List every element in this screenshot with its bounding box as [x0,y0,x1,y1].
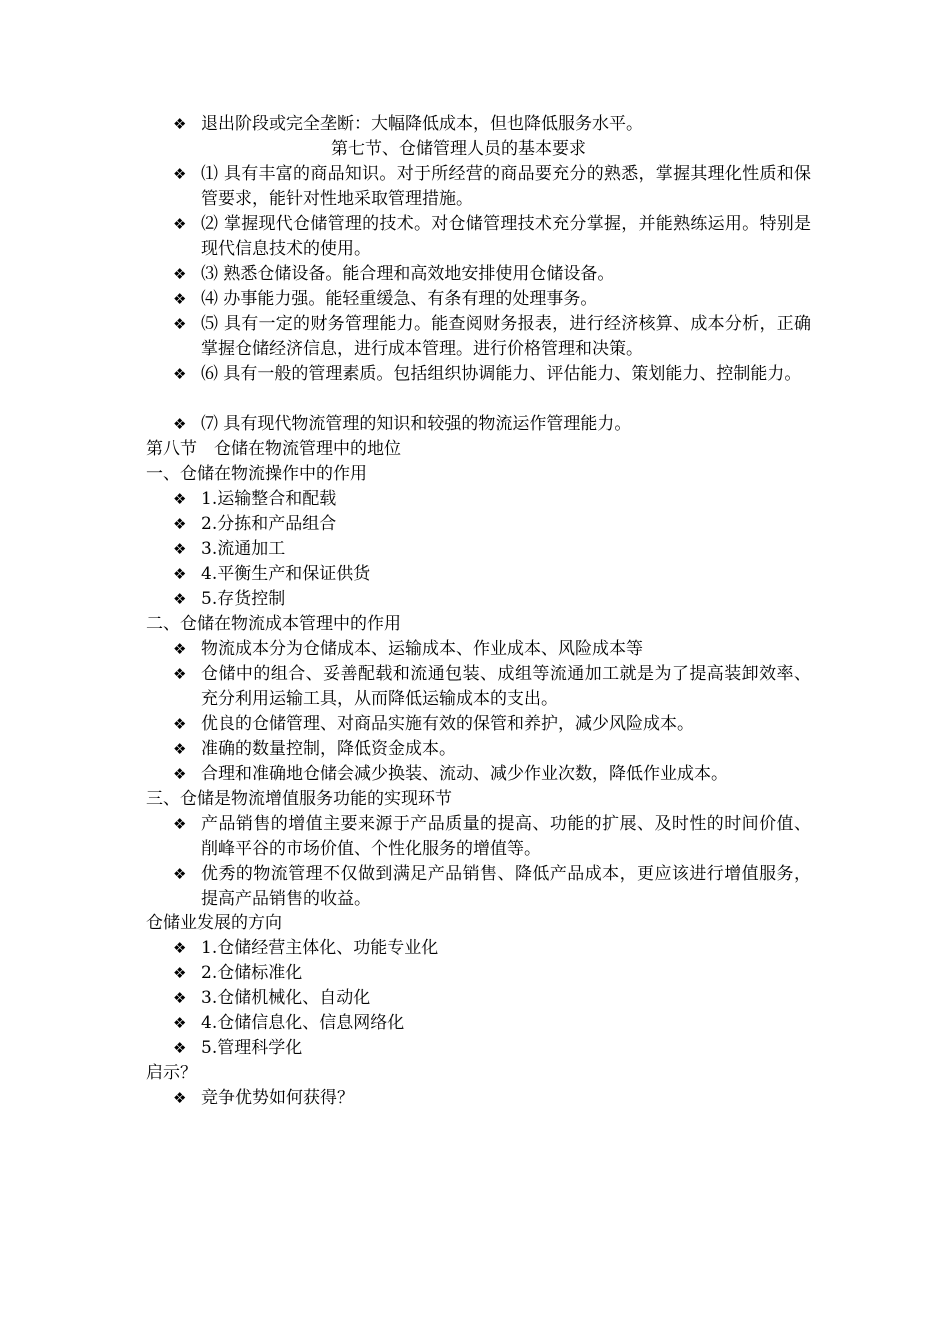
list-item: ❖ 优良的仓储管理、对商品实施有效的保管和养护，减少风险成本。 [173,712,813,737]
subsection-title: 三、仓储是物流增值服务功能的实现环节 [146,789,452,809]
list-item: ❖ ⑺ 具有现代物流管理的知识和较强的物流运作管理能力。 [173,412,813,437]
section-title: 仓储业发展的方向 [146,913,282,933]
diamond-bullet-icon: ❖ [173,540,187,558]
list-item: ❖ 4.平衡生产和保证供货 [173,562,813,587]
diamond-bullet-icon: ❖ [173,415,187,433]
diamond-bullet-icon: ❖ [173,265,187,283]
diamond-bullet-icon: ❖ [173,765,187,783]
list-item: ❖ 4.仓储信息化、信息网络化 [173,1011,813,1036]
diamond-bullet-icon: ❖ [173,715,187,733]
list-item: ❖ 1.运输整合和配载 [173,487,813,512]
diamond-bullet-icon: ❖ [173,215,187,233]
diamond-bullet-icon: ❖ [173,290,187,308]
diamond-bullet-icon: ❖ [173,590,187,608]
diamond-bullet-icon: ❖ [173,989,187,1007]
list-item: ❖ 3.流通加工 [173,537,813,562]
section-title: 第七节、仓储管理人员的基本要求 [331,139,586,159]
list-item: ❖ 准确的数量控制，降低资金成本。 [173,737,813,762]
list-item: ❖ ⑸ 具有一定的财务管理能力。能查阅财务报表，进行经济核算、成本分析，正确掌握仓储经济信息，进行成本管理。进行价格管理和决策。 [173,314,811,359]
list-item: ❖ 退出阶段或完全垄断：大幅降低成本，但也降低服务水平。 [173,112,813,137]
list-item: ❖ 优秀的物流管理不仅做到满足产品销售、降低产品成本，更应该进行增值服务，提高产品销售的收益。 [173,864,811,909]
diamond-bullet-icon: ❖ [173,565,187,583]
diamond-bullet-icon: ❖ [173,640,187,658]
list-item: ❖ 竞争优势如何获得？ [173,1086,813,1111]
list-item: ❖ 仓储中的组合、妥善配载和流通包装、成组等流通加工就是为了提高装卸效率、充分利用运输工具，从而降低运输成本的支出。 [173,664,811,709]
diamond-bullet-icon: ❖ [173,1014,187,1032]
list-item: ❖ 5.管理科学化 [173,1036,813,1061]
diamond-bullet-icon: ❖ [173,964,187,982]
diamond-bullet-icon: ❖ [173,815,187,833]
list-item: ❖ 2.分拣和产品组合 [173,512,813,537]
list-item: ❖ ⑴ 具有丰富的商品知识。对于所经营的商品要充分的熟悉，掌握其理化性质和保管要求，能针对性地采取管理措施。 [173,164,811,209]
diamond-bullet-icon: ❖ [173,939,187,957]
list-item: ❖ ⑶ 熟悉仓储设备。能合理和高效地安排使用仓储设备。 [173,262,813,287]
diamond-bullet-icon: ❖ [173,740,187,758]
diamond-bullet-icon: ❖ [173,1089,187,1107]
list-item: ❖ 2.仓储标准化 [173,961,813,986]
diamond-bullet-icon: ❖ [173,1039,187,1057]
subsection-title: 一、仓储在物流操作中的作用 [146,464,367,484]
list-item: ❖ 1.仓储经营主体化、功能专业化 [173,936,813,961]
list-item: ❖ 5.存货控制 [173,587,813,612]
list-item: ❖ 物流成本分为仓储成本、运输成本、作业成本、风险成本等 [173,637,813,662]
list-item: ❖ ⑹ 具有一般的管理素质。包括组织协调能力、评估能力、策划能力、控制能力。 [173,362,813,412]
section-title: 第八节 仓储在物流管理中的地位 [146,439,401,459]
diamond-bullet-icon: ❖ [173,490,187,508]
list-item: ❖ 产品销售的增值主要来源于产品质量的提高、功能的扩展、及时性的时间价值、削峰平谷的市场价值、个性化服务的增值等。 [173,814,811,859]
list-item: ❖ 合理和准确地仓储会减少换装、流动、减少作业次数，降低作业成本。 [173,762,813,787]
list-item: ❖ ⑵ 掌握现代仓储管理的技术。对仓储管理技术充分掌握，并能熟练运用。特别是现代信息技术的使用。 [173,214,811,259]
diamond-bullet-icon: ❖ [173,865,187,883]
list-item: ❖ ⑷ 办事能力强。能轻重缓急、有条有理的处理事务。 [173,287,813,312]
list-item: ❖ 3.仓储机械化、自动化 [173,986,813,1011]
diamond-bullet-icon: ❖ [173,515,187,533]
diamond-bullet-icon: ❖ [173,315,187,333]
diamond-bullet-icon: ❖ [173,665,187,683]
diamond-bullet-icon: ❖ [173,165,187,183]
diamond-bullet-icon: ❖ [173,365,187,383]
section-title: 启示？ [146,1063,197,1083]
subsection-title: 二、仓储在物流成本管理中的作用 [146,614,401,634]
diamond-bullet-icon: ❖ [173,115,187,133]
